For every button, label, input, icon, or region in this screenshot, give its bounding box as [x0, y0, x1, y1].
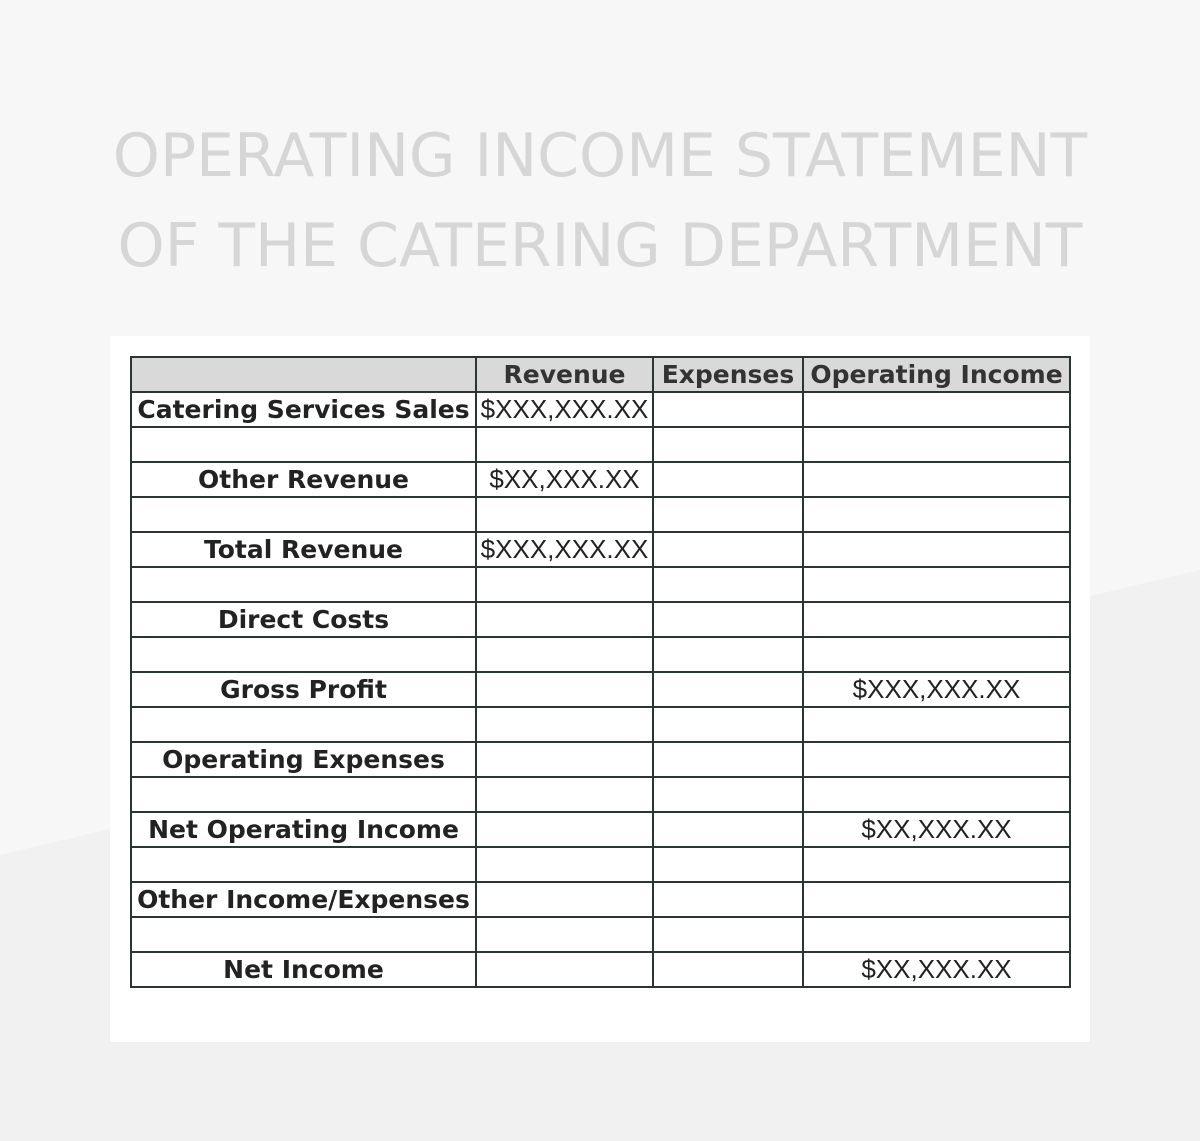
revenue-cell[interactable]: [476, 742, 653, 777]
row-label-cell[interactable]: [131, 847, 476, 882]
statement-card: [110, 336, 1090, 1042]
income-statement-table: [130, 356, 1071, 988]
operating-income-cell[interactable]: [803, 882, 1070, 917]
header-cell-operating-income[interactable]: Operating Income: [803, 357, 1070, 392]
revenue-cell[interactable]: [476, 427, 653, 462]
revenue-cell[interactable]: $XXX,XXX.XX: [476, 392, 653, 427]
revenue-cell[interactable]: [476, 672, 653, 707]
revenue-cell[interactable]: [476, 917, 653, 952]
revenue-cell[interactable]: [476, 497, 653, 532]
operating-income-cell[interactable]: [803, 392, 1070, 427]
table-row: [131, 917, 1070, 952]
row-label-cell[interactable]: [131, 427, 476, 462]
revenue-cell[interactable]: [476, 847, 653, 882]
row-label-cell[interactable]: Total Revenue: [131, 532, 476, 567]
row-label-cell[interactable]: [131, 567, 476, 602]
revenue-cell[interactable]: [476, 602, 653, 637]
revenue-cell[interactable]: [476, 952, 653, 987]
table-row: [131, 882, 1070, 917]
table-row: [131, 462, 1070, 497]
revenue-cell[interactable]: $XX,XXX.XX: [476, 462, 653, 497]
expenses-cell[interactable]: [653, 567, 803, 602]
revenue-cell[interactable]: [476, 567, 653, 602]
operating-income-cell[interactable]: [803, 707, 1070, 742]
operating-income-cell[interactable]: $XXX,XXX.XX: [803, 672, 1070, 707]
table-row: [131, 847, 1070, 882]
table-row: [131, 742, 1070, 777]
table-row: [131, 707, 1070, 742]
operating-income-cell[interactable]: [803, 567, 1070, 602]
expenses-cell[interactable]: [653, 672, 803, 707]
expenses-cell[interactable]: [653, 392, 803, 427]
revenue-cell[interactable]: [476, 812, 653, 847]
expenses-cell[interactable]: [653, 602, 803, 637]
table-row: [131, 532, 1070, 567]
table-row: [131, 637, 1070, 672]
table-row: [131, 567, 1070, 602]
table-row: [131, 812, 1070, 847]
row-label-cell[interactable]: Other Revenue: [131, 462, 476, 497]
operating-income-cell[interactable]: $XX,XXX.XX: [803, 952, 1070, 987]
revenue-cell[interactable]: [476, 882, 653, 917]
row-label-cell[interactable]: Net Operating Income: [131, 812, 476, 847]
header-cell-revenue[interactable]: Revenue: [476, 357, 653, 392]
row-label-cell[interactable]: Other Income/Expenses: [131, 882, 476, 917]
revenue-cell[interactable]: $XXX,XXX.XX: [476, 532, 653, 567]
page-title-line-1: OPERATING INCOME STATEMENT: [112, 121, 1088, 191]
expenses-cell[interactable]: [653, 882, 803, 917]
row-label-cell[interactable]: Direct Costs: [131, 602, 476, 637]
table-row: [131, 392, 1070, 427]
expenses-cell[interactable]: [653, 497, 803, 532]
operating-income-cell[interactable]: [803, 637, 1070, 672]
expenses-cell[interactable]: [653, 637, 803, 672]
expenses-cell[interactable]: [653, 427, 803, 462]
revenue-cell[interactable]: [476, 777, 653, 812]
header-row: [131, 357, 1070, 392]
row-label-cell[interactable]: Gross Profit: [131, 672, 476, 707]
operating-income-cell[interactable]: [803, 497, 1070, 532]
expenses-cell[interactable]: [653, 847, 803, 882]
operating-income-cell[interactable]: [803, 462, 1070, 497]
expenses-cell[interactable]: [653, 707, 803, 742]
expenses-cell[interactable]: [653, 462, 803, 497]
operating-income-cell[interactable]: [803, 777, 1070, 812]
header-cell-label[interactable]: [131, 357, 476, 392]
operating-income-cell[interactable]: [803, 742, 1070, 777]
row-label-cell[interactable]: Catering Services Sales: [131, 392, 476, 427]
operating-income-cell[interactable]: $XX,XXX.XX: [803, 812, 1070, 847]
page-title-line-2: OF THE CATERING DEPARTMENT: [117, 211, 1083, 281]
row-label-cell[interactable]: [131, 707, 476, 742]
operating-income-cell[interactable]: [803, 847, 1070, 882]
revenue-cell[interactable]: [476, 707, 653, 742]
row-label-cell[interactable]: Operating Expenses: [131, 742, 476, 777]
table-row: [131, 427, 1070, 462]
expenses-cell[interactable]: [653, 532, 803, 567]
row-label-cell[interactable]: Net Income: [131, 952, 476, 987]
row-label-cell[interactable]: [131, 497, 476, 532]
row-label-cell[interactable]: [131, 637, 476, 672]
table-row: [131, 952, 1070, 987]
table-row: [131, 602, 1070, 637]
table-row: [131, 497, 1070, 532]
expenses-cell[interactable]: [653, 952, 803, 987]
header-cell-expenses[interactable]: Expenses: [653, 357, 803, 392]
row-label-cell[interactable]: [131, 917, 476, 952]
table-row: [131, 777, 1070, 812]
row-label-cell[interactable]: [131, 777, 476, 812]
operating-income-cell[interactable]: [803, 532, 1070, 567]
revenue-cell[interactable]: [476, 637, 653, 672]
expenses-cell[interactable]: [653, 777, 803, 812]
table-row: [131, 672, 1070, 707]
operating-income-cell[interactable]: [803, 917, 1070, 952]
operating-income-cell[interactable]: [803, 427, 1070, 462]
expenses-cell[interactable]: [653, 917, 803, 952]
expenses-cell[interactable]: [653, 812, 803, 847]
expenses-cell[interactable]: [653, 742, 803, 777]
operating-income-cell[interactable]: [803, 602, 1070, 637]
